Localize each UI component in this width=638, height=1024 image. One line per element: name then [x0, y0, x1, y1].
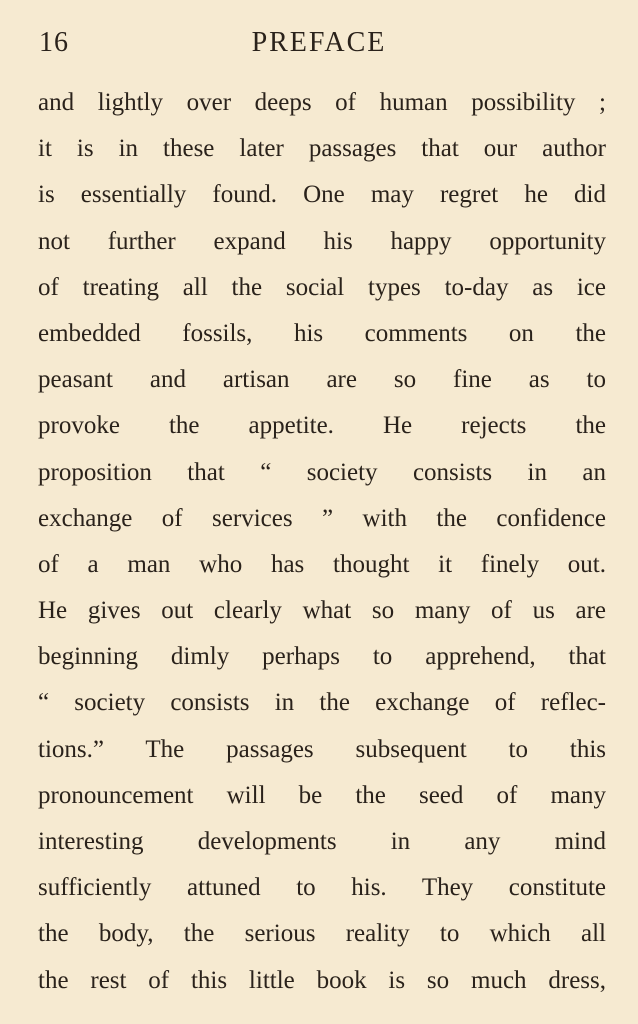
text-line: of treating all the social types to-day as ice	[38, 273, 606, 301]
text-line: He gives out clearly what so many of us are	[38, 597, 606, 625]
body-text	[38, 80, 606, 1004]
text-line: exchange of services ” with the confidence	[38, 504, 606, 532]
page-number: 16	[39, 27, 69, 58]
text-line: and lightly over deeps of human possibility ;	[38, 89, 606, 116]
text-line: sufficiently attuned to his. They constitute	[38, 874, 606, 902]
text-line: interesting developments in any mind	[38, 828, 606, 855]
text-line: “ society consists in the exchange of reflec-	[38, 689, 606, 717]
text-line: of a man who has thought it finely out.	[38, 550, 606, 578]
text-line: it is in these later passages that our author	[38, 135, 606, 163]
text-line: not further expand his happy opportunity	[38, 227, 606, 255]
text-line: peasant and artisan are so fine as to	[38, 366, 606, 394]
text-line: is essentially found. One may regret he did	[38, 181, 606, 209]
text-line: the body, the serious reality to which all	[38, 920, 606, 948]
running-head: PREFACE	[251, 27, 387, 58]
text-line: the rest of this little book is so much dress,	[38, 966, 606, 994]
text-line: tions.” The passages subsequent to this	[38, 735, 606, 763]
text-line: proposition that “ society consists in an	[38, 458, 606, 486]
text-line: pronouncement will be the seed of many	[38, 781, 606, 809]
text-line: beginning dimly perhaps to apprehend, that	[38, 643, 606, 671]
text-line: embedded fossils, his comments on the	[38, 319, 606, 347]
text-line: provoke the appetite. He rejects the	[38, 412, 606, 440]
